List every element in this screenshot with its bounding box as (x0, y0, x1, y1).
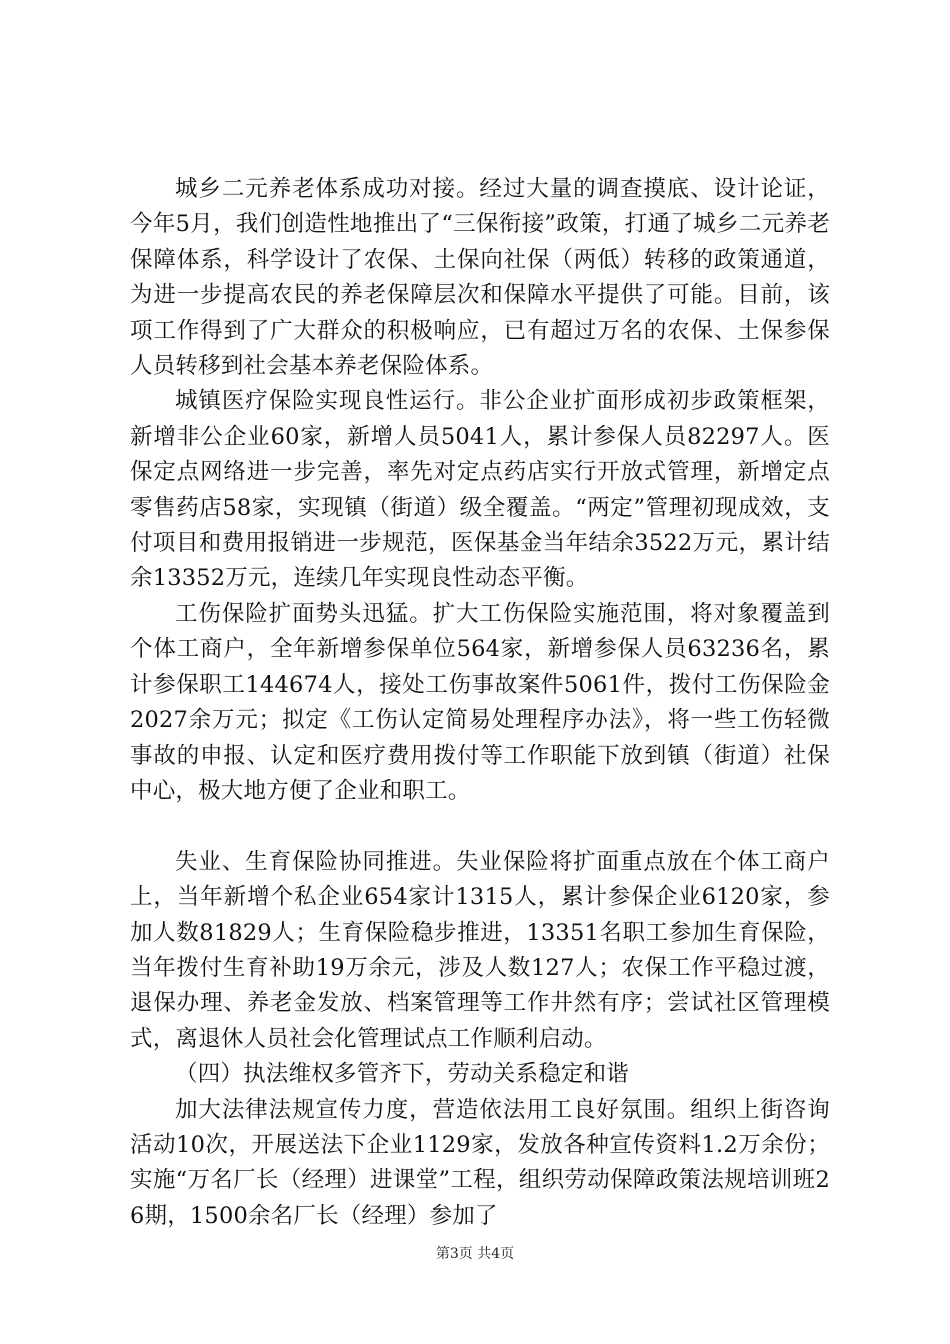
paragraph-work-injury-insurance: 工伤保险扩面势头迅猛。扩大工伤保险实施范围，将对象覆盖到个体工商户，全年新增参保单位564家，新增参保人员63236名，累计参保职工144674人，接处工伤事故案件5061件，拨付工伤保险金2027余万元；拟定《工伤认定简易处理程序办法》，将一些工伤轻微事故的申报、认定和医疗费用拨付等工作职能下放到镇（街道）社保中心，极大地方便了企业和职工。 (130, 600, 830, 804)
paragraph-medical-insurance: 城镇医疗保险实现良性运行。非公企业扩面形成初步政策框架，新增非公企业60家，新增人员5041人，累计参保人员82297人。医保定点网络进一步完善，率先对定点药店实行开放式管理，新增定点零售药店58家，实现镇（街道）级全覆盖。“两定”管理初现成效，支付项目和费用报销进一步规范，医保基金当年结余3522万元，累计结余13352万元，连续几年实现良性动态平衡。 (130, 388, 830, 592)
paragraph-law-publicity: 加大法律法规宣传力度，营造依法用工良好氛围。组织上街咨询活动10次，开展送法下企业1129家，发放各种宣传资料1.2万余份；实施“万名厂长（经理）进课堂”工程，组织劳动保障政策法规培训班26期，1500余名厂长（经理）参加了 (130, 1096, 830, 1229)
paragraph-urban-rural-pension: 城乡二元养老体系成功对接。经过大量的调查摸底、设计论证，今年5月，我们创造性地推出了“三保衔接”政策，打通了城乡二元养老保障体系，科学设计了农保、土保向社保（两低）转移的政策通道，为进一步提高农民的养老保障层次和保障水平提供了可能。目前，该项工作得到了广大群众的积极响应，已有超过万名的农保、土保参保人员转移到社会基本养老保险体系。 (130, 176, 830, 380)
document-body (130, 172, 830, 1234)
paragraph-spacer (130, 809, 830, 844)
section-heading-law-enforcement: （四）执法维权多管齐下，劳动关系稳定和谐 (175, 1061, 630, 1088)
page-footer: 第3页 共4页 (435, 1246, 515, 1262)
paragraph-unemployment-maternity: 失业、生育保险协同推进。失业保险将扩面重点放在个体工商户上，当年新增个私企业654家计1315人，累计参保企业6120家，参加人数81829人；生育保险稳步推进，13351名职工参加生育保险，当年拨付生育补助19万余元，涉及人数127人；农保工作平稳过渡，退保办理、养老金发放、档案管理等工作井然有序；尝试社区管理模式，离退休人员社会化管理试点工作顺利启动。 (130, 848, 830, 1052)
